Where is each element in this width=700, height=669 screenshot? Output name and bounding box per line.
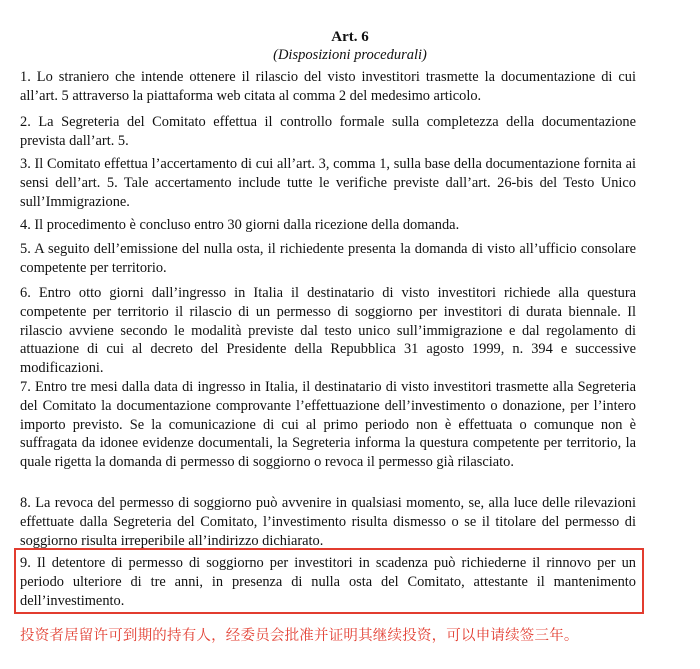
chinese-translation-note: 投资者居留许可到期的持有人，经委员会批准并证明其继续投资，可以申请续签三年。	[20, 628, 579, 644]
paragraph-5: 5. A seguito dell’emissione del nulla osta, il richiedente presenta la domanda di visto all’ufficio consolare competente per territorio.	[20, 241, 636, 276]
paragraph-9-highlighted: 9. Il detentore di permesso di soggiorno per investitori in scadenza può richiederne il rinnovo per un periodo ulteriore di tre anni, in presenza di nulla osta del Comitato, attestante il mantenimento dell’investimento.	[20, 555, 636, 609]
article-title: Art. 6	[331, 29, 369, 45]
paragraph-6: 6. Entro otto giorni dall’ingresso in Italia il destinatario di visto investitori richiede alla questura competente per territorio il rilascio di un permesso di soggiorno per investitori di durata biennale. Il rilascio avviene secondo le modalità previste dal testo unico sull’immigrazione e dal regolamento di attuazione di cui al decreto del Presidente della Repubblica 31 agosto 1999, n. 394 e successive modificazioni.	[20, 285, 636, 377]
paragraph-1: 1. Lo straniero che intende ottenere il rilascio del visto investitori trasmette la documentazione di cui all’art. 5 attraverso la piattaforma web citata al comma 2 del medesimo articolo.	[20, 69, 636, 104]
article-subtitle: (Disposizioni procedurali)	[273, 47, 427, 63]
paragraph-4: 4. Il procedimento è concluso entro 30 giorni dalla ricezione della domanda.	[20, 217, 460, 233]
paragraph-2: 2. La Segreteria del Comitato effettua il controllo formale sulla completezza della documentazione prevista dall’art. 5.	[20, 114, 636, 149]
paragraph-3: 3. Il Comitato effettua l’accertamento di cui all’art. 3, comma 1, sulla base della documentazione fornita ai sensi dell’art. 5. Tale accertamento include tutte le verifiche previste dall’art. 26-bis del Testo Unico sull’Immigrazione.	[20, 156, 636, 210]
paragraph-8: 8. La revoca del permesso di soggiorno può avvenire in qualsiasi momento, se, alla luce delle rilevazioni effettuate dalla Segreteria del Comitato, l’investimento risulta dismesso o se il titolare del permesso di soggiorno risulta irreperibile all’indirizzo dichiarato.	[20, 495, 636, 549]
paragraph-7: 7. Entro tre mesi dalla data di ingresso in Italia, il destinatario di visto investitori trasmette alla Segreteria del Comitato la documentazione comprovante l’effettuazione dell’investimento o donazione, per l’intero importo previsto. Se la comunicazione di cui al primo periodo non è effettuata o comunque non è suffragata da idonee evidenze documentali, la Segreteria informa la questura competente per territorio, la quale rigetta la domanda di permesso di soggiorno o revoca il permesso già rilasciato.	[20, 379, 636, 471]
